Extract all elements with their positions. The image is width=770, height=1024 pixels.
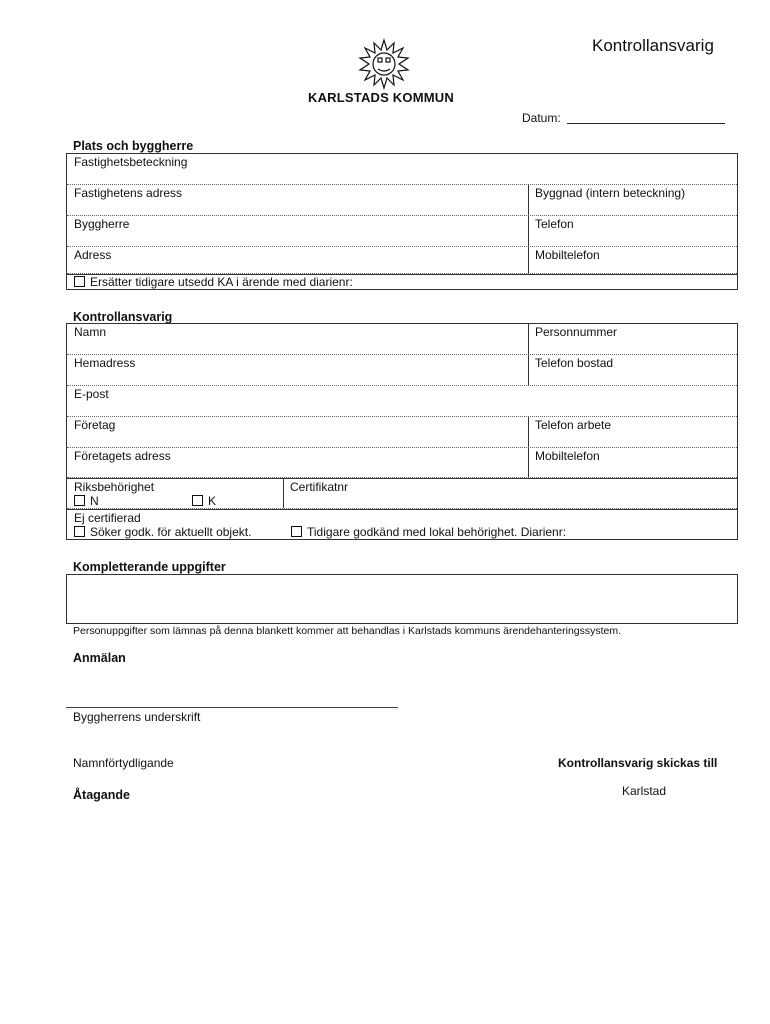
form-title: Kontrollansvarig	[592, 36, 714, 55]
telefon-label: Telefon	[535, 217, 574, 231]
section-heading-atagande: Åtagande	[73, 788, 130, 802]
address-row	[67, 185, 737, 216]
personnummer-label: Personnummer	[535, 325, 618, 339]
mobiltelefon-label: Mobiltelefon	[535, 248, 600, 262]
epost-field[interactable]	[67, 386, 737, 417]
byggherre-row	[67, 216, 737, 247]
fastighetens-adress-label: Fastighetens adress	[74, 186, 183, 200]
namn-label: Namn	[74, 325, 107, 339]
byggnad-label: Byggnad (intern beteckning)	[535, 186, 686, 200]
ersatter-checkbox[interactable]	[74, 276, 85, 287]
foretagets-adress-label: Företagets adress	[74, 449, 171, 463]
riks-k-checkbox[interactable]	[192, 495, 203, 506]
signature-label: Byggherrens underskrift	[73, 710, 201, 724]
kontrollansvarig-box	[66, 323, 738, 540]
foretag-label: Företag	[74, 418, 116, 432]
ej-certifierad-label: Ej certifierad	[74, 511, 141, 525]
telefon-bostad-label: Telefon bostad	[535, 356, 614, 370]
telefon-arbete-label: Telefon arbete	[535, 418, 612, 432]
ersatter-row	[67, 274, 737, 290]
organization-name: KARLSTADS KOMMUN	[308, 90, 454, 105]
riks-n-label: N	[90, 494, 99, 508]
name-clarification-label: Namnförtydligande	[73, 756, 174, 770]
certifikatnr-label: Certifikatnr	[290, 480, 349, 494]
tidigare-label: Tidigare godkänd med lokal behörighet. Diarienr:	[307, 525, 567, 539]
section-heading-kompletterande: Kompletterande uppgifter	[73, 560, 226, 574]
adress-label: Adress	[74, 248, 112, 262]
sun-logo-icon	[358, 38, 410, 90]
ersatter-label: Ersätter tidigare utsedd KA i ärende med diarienr:	[90, 275, 353, 289]
soker-checkbox[interactable]	[74, 526, 85, 537]
send-to-heading: Kontrollansvarig skickas till	[558, 756, 718, 770]
byggherre-label: Byggherre	[74, 217, 130, 231]
riks-k-label: K	[208, 494, 217, 508]
signature-field[interactable]	[66, 707, 398, 708]
date-label: Datum:	[522, 111, 561, 125]
riksbehorighet-label: Riksbehörighet	[74, 480, 155, 494]
section-heading-kontrollansvarig: Kontrollansvarig	[73, 310, 173, 324]
plats-byggherre-box	[66, 153, 738, 290]
section-heading-anmalan: Anmälan	[73, 651, 126, 665]
tidigare-checkbox[interactable]	[291, 526, 302, 537]
soker-label: Söker godk. för aktuellt objekt.	[90, 525, 252, 539]
epost-label: E-post	[74, 387, 109, 401]
adress-row	[67, 247, 737, 274]
privacy-notice: Personuppgifter som lämnas på denna blankett kommer att behandlas i Karlstads kommuns ärendehanteringssystem.	[73, 625, 622, 637]
section-heading-plats: Plats och byggherre	[73, 139, 194, 153]
fastighetsbeteckning-field[interactable]	[67, 154, 737, 185]
date-field[interactable]	[567, 123, 725, 124]
kompletterande-field[interactable]	[66, 574, 738, 624]
mobiltelefon-ka-label: Mobiltelefon	[535, 449, 600, 463]
hemadress-label: Hemadress	[74, 356, 136, 370]
send-to-city: Karlstad	[622, 784, 667, 798]
riks-n-checkbox[interactable]	[74, 495, 85, 506]
fastighetsbeteckning-label: Fastighetsbeteckning	[74, 155, 188, 169]
